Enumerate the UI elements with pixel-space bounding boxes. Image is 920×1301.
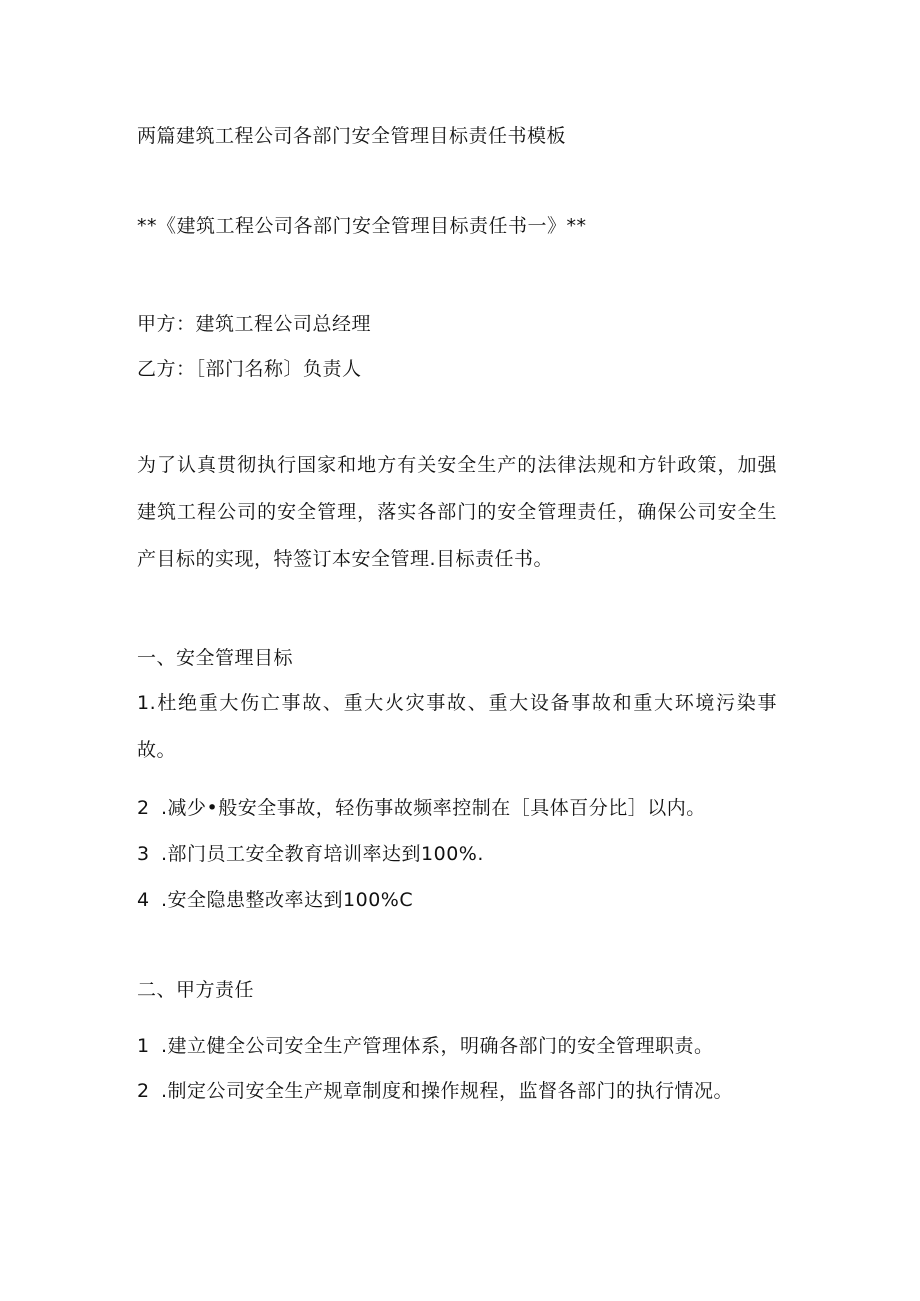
item-text: .减少•般安全事故，轻伤事故频率控制在［具体百分比］以内。 (161, 797, 706, 819)
section1-item-2 (137, 796, 706, 820)
section1-item-3 (137, 842, 484, 866)
item-text: .建立健全公司安全生产管理体系，明确各部门的安全管理职责。 (161, 1035, 714, 1057)
item-text: .制定公司安全生产规章制度和操作规程，监督各部门的执行情况。 (161, 1080, 734, 1102)
item-text: .安全隐患整改率达到100%C (161, 889, 414, 911)
section1-item-4 (137, 888, 413, 912)
party-a: 甲方：建筑工程公司总经理 (137, 313, 372, 335)
item-number: 2 (137, 1080, 150, 1102)
section1-heading: 一、安全管理目标 (137, 647, 294, 669)
document-subtitle: **《建筑工程公司各部门安全管理目标责任书一》** (137, 215, 587, 237)
document-title: 两篇建筑工程公司各部门安全管理目标责任书模板 (137, 125, 567, 147)
party-b: 乙方：［部门名称〕负责人 (137, 358, 362, 380)
section2-item-2 (137, 1079, 733, 1103)
item-number: 4 (137, 889, 150, 911)
intro-paragraph: 为了认真贯彻执行国家和地方有关安全生产的法律法规和方针政策，加强建筑工程公司的安全管理，落实各部门的安全管理责任，确保公司安全生产目标的实现，特签订本安全管理.目标责任书。 (137, 454, 777, 570)
section2-item-1 (137, 1034, 714, 1058)
item-number: 2 (137, 797, 150, 819)
section1-item-1: 1.杜绝重大伤亡事故、重大火灾事故、重大设备事故和重大环境污染事故。 (137, 692, 777, 761)
item-text: .部门员工安全教育培训率达到100%. (161, 843, 484, 865)
item-number: 1 (137, 1035, 150, 1057)
section2-heading: 二、甲方责任 (137, 979, 255, 1001)
item-number: 3 (137, 843, 150, 865)
